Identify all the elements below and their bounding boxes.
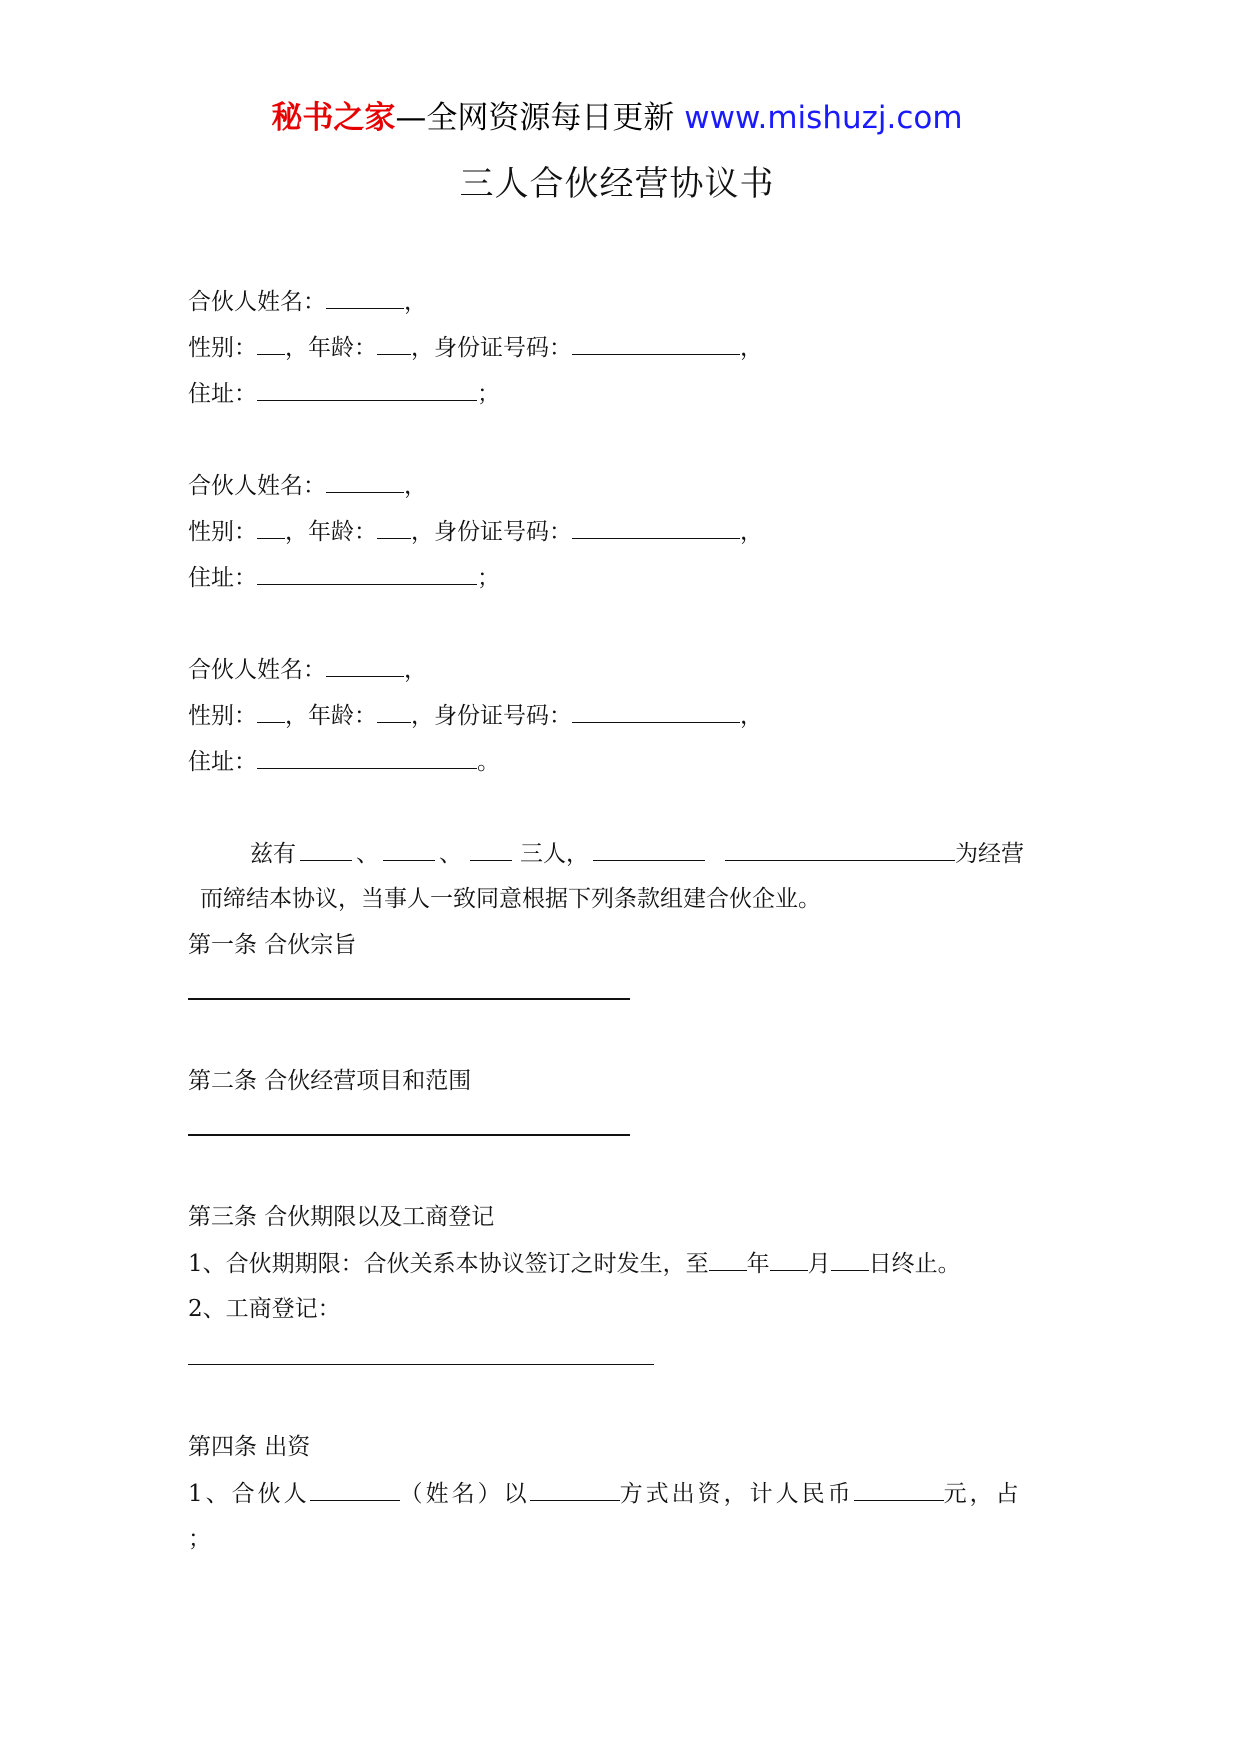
id-blank: [572, 700, 740, 723]
header-brand: 秘书之家: [271, 100, 396, 136]
month-label: 月: [807, 1251, 831, 1277]
partner-blank: [470, 838, 512, 861]
punct: ；: [477, 381, 500, 407]
gender-blank: [257, 516, 285, 539]
punct: ，: [740, 519, 763, 545]
name-blank: [326, 654, 404, 677]
punct: ，: [404, 473, 427, 499]
day-blank: [831, 1248, 869, 1271]
address-blank: [257, 562, 477, 585]
punct: ，: [404, 289, 427, 315]
article-3-blank-rule: [188, 1364, 654, 1365]
business-blank: [725, 838, 955, 861]
partner-name-label: 合伙人姓名：: [188, 289, 326, 315]
gender-blank: [257, 332, 285, 355]
partner-2-name-line: [188, 470, 427, 501]
gender-label: 性别：: [188, 519, 257, 545]
age-label: ，年龄：: [285, 335, 377, 361]
article-2-blank-rule: [188, 1134, 630, 1136]
article-1-heading: 第一条 合伙宗旨: [188, 932, 357, 958]
intro-line-1: [250, 838, 1024, 869]
name-blank: [310, 1478, 400, 1501]
address-label: 住址：: [188, 749, 257, 775]
partner-2-address-line: [188, 562, 500, 593]
article-4-item-1-cont: ；: [188, 1526, 211, 1552]
intro-line-2: 而缔结本协议，当事人一致同意根据下列条款组建合伙企业。: [200, 886, 821, 912]
partner-1-info-line: [188, 332, 763, 363]
article-3-item-1: [188, 1248, 961, 1279]
end-label: 日终止。: [868, 1251, 961, 1277]
punct: ，: [740, 335, 763, 361]
partner-3-name-line: [188, 654, 427, 685]
address-blank: [257, 746, 477, 769]
header-tagline: —全网资源每日更新: [395, 100, 675, 136]
partner-3-info-line: [188, 700, 763, 731]
article-3-heading: 第三条 合伙期限以及工商登记: [188, 1204, 495, 1230]
punct: ，: [740, 703, 763, 729]
partner-name-label: 合伙人姓名：: [188, 473, 326, 499]
amount-blank: [854, 1478, 944, 1501]
term-text: 1、合伙期期限：合伙关系本协议签订之时发生，至: [188, 1251, 709, 1277]
intro-purpose: 为经营: [955, 841, 1024, 867]
partner-blank: [300, 838, 352, 861]
age-label: ，年龄：: [285, 703, 377, 729]
contribution-start: 1、合伙人: [188, 1481, 310, 1507]
month-blank: [770, 1248, 808, 1271]
contribution-method: 方式出资，计人民币: [619, 1481, 854, 1507]
gender-blank: [257, 700, 285, 723]
punct: ，: [404, 657, 427, 683]
partner-1-name-line: [188, 286, 427, 317]
business-blank: [593, 838, 705, 861]
age-blank: [377, 332, 411, 355]
gender-label: 性别：: [188, 703, 257, 729]
name-blank: [326, 286, 404, 309]
article-4-heading: 第四条 出资: [188, 1434, 311, 1460]
partner-3-address-line: [188, 746, 500, 777]
age-blank: [377, 516, 411, 539]
intro-start: 兹有: [250, 841, 296, 867]
year-label: 年: [746, 1251, 770, 1277]
article-1-blank-rule: [188, 998, 630, 1000]
partner-1-address-line: [188, 378, 500, 409]
name-blank: [326, 470, 404, 493]
partner-2-info-line: [188, 516, 763, 547]
age-label: ，年龄：: [285, 519, 377, 545]
intro-three: 三人，: [520, 841, 589, 867]
id-label: ，身份证号码：: [411, 519, 572, 545]
partner-name-label: 合伙人姓名：: [188, 657, 326, 683]
gender-label: 性别：: [188, 335, 257, 361]
method-blank: [530, 1478, 620, 1501]
age-blank: [377, 700, 411, 723]
id-blank: [572, 332, 740, 355]
partner-blank: [383, 838, 435, 861]
contribution-name: （姓名）以: [399, 1481, 530, 1507]
id-blank: [572, 516, 740, 539]
article-4-item-1: [188, 1478, 1022, 1509]
punct: 、: [356, 841, 379, 867]
header-site-link[interactable]: www.mishuzj.com: [684, 100, 963, 136]
contribution-yuan: 元，占: [943, 1481, 1022, 1507]
punct: 。: [477, 749, 500, 775]
address-label: 住址：: [188, 381, 257, 407]
site-header: [0, 98, 1234, 138]
punct: 、: [439, 841, 462, 867]
article-2-heading: 第二条 合伙经营项目和范围: [188, 1068, 472, 1094]
address-blank: [257, 378, 477, 401]
year-blank: [709, 1248, 747, 1271]
id-label: ，身份证号码：: [411, 335, 572, 361]
document-title: 三人合伙经营协议书: [459, 164, 775, 204]
id-label: ，身份证号码：: [411, 703, 572, 729]
punct: ；: [477, 565, 500, 591]
article-3-item-2: 2、工商登记：: [188, 1296, 341, 1322]
address-label: 住址：: [188, 565, 257, 591]
